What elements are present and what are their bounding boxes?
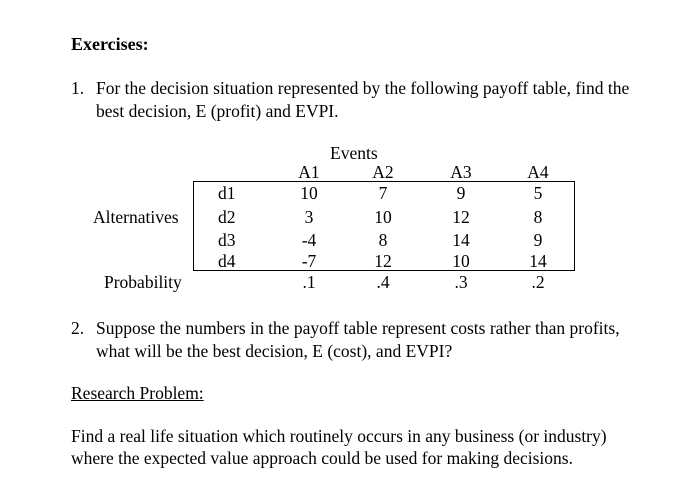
column-header-a2: A2 (372, 162, 394, 182)
table-cell: 8 (378, 230, 388, 250)
exercises-heading: Exercises: (71, 34, 149, 54)
probability-label: Probability (104, 272, 182, 292)
research-problem-text-line-2: where the expected value approach could be used for making decisions. (71, 448, 573, 468)
question-1-text-line-2: best decision, E (profit) and EVPI. (96, 101, 339, 121)
table-cell: 8 (533, 207, 543, 227)
row-label-d3: d3 (218, 230, 236, 250)
probability-value: .2 (531, 272, 545, 292)
row-label-d2: d2 (218, 207, 236, 227)
table-cell: 9 (456, 183, 466, 203)
question-2-text-line-1: Suppose the numbers in the payoff table represent costs rather than profits, (96, 318, 620, 338)
probability-value: .4 (376, 272, 390, 292)
table-cell: 10 (452, 251, 470, 271)
probability-value: .3 (454, 272, 468, 292)
question-1-text-line-1: For the decision situation represented by the following payoff table, find the (96, 78, 630, 98)
question-2-text-line-2: what will be the best decision, E (cost), and EVPI? (96, 341, 453, 361)
table-cell: 10 (374, 207, 392, 227)
table-cell: 5 (533, 183, 543, 203)
table-cell: 12 (374, 251, 392, 271)
table-cell: 10 (300, 183, 318, 203)
table-cell: 9 (533, 230, 543, 250)
table-cell: -7 (301, 251, 317, 271)
alternatives-label: Alternatives (93, 207, 179, 227)
column-header-a3: A3 (450, 162, 472, 182)
column-header-a4: A4 (527, 162, 549, 182)
table-cell: 7 (378, 183, 388, 203)
row-label-d1: d1 (218, 183, 236, 203)
question-2-number: 2. (71, 318, 85, 338)
research-problem-text-line-1: Find a real life situation which routinely occurs in any business (or industry) (71, 426, 607, 446)
table-cell: 14 (452, 230, 470, 250)
table-cell: 14 (529, 251, 547, 271)
row-label-d4: d4 (218, 251, 236, 271)
table-cell: 3 (304, 207, 314, 227)
column-header-a1: A1 (298, 162, 320, 182)
question-1-number: 1. (71, 78, 85, 98)
research-problem-heading: Research Problem: (71, 383, 204, 403)
probability-value: .1 (302, 272, 316, 292)
table-cell: 12 (452, 207, 470, 227)
table-cell: -4 (301, 230, 317, 250)
events-label: Events (330, 143, 378, 163)
